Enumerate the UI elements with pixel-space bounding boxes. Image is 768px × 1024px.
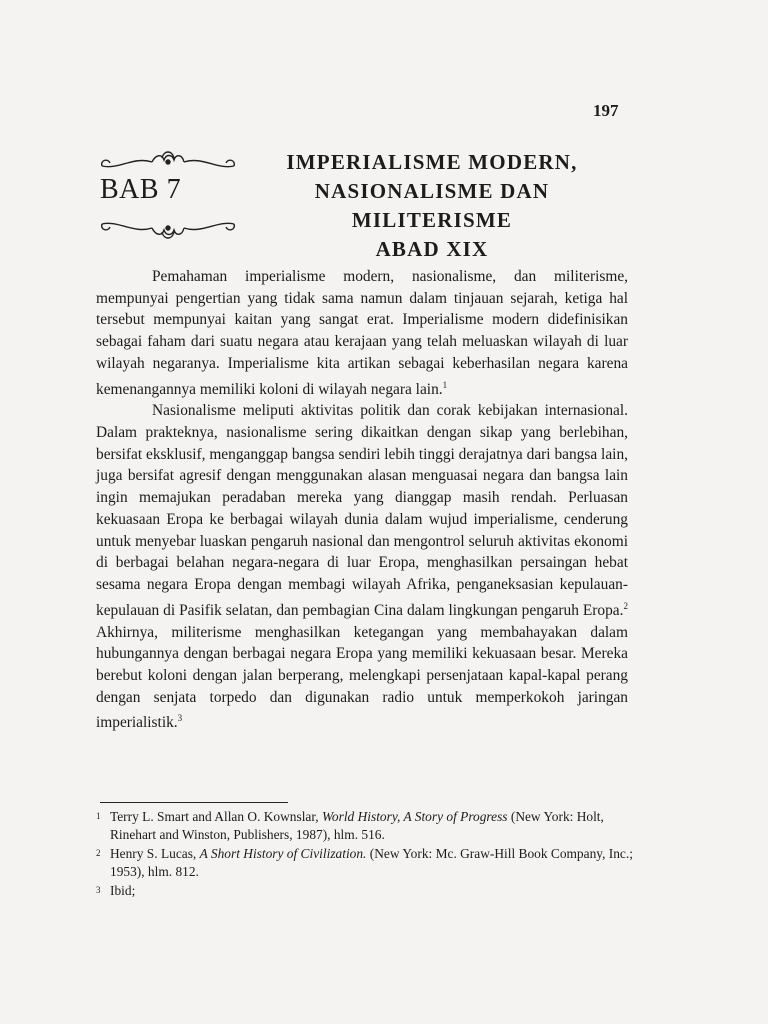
footnote (96, 845, 636, 880)
scroll-ornament-icon (98, 214, 238, 240)
paragraph (96, 400, 628, 734)
footnote-author: Ibid; (110, 883, 136, 898)
scroll-ornament-icon (98, 148, 238, 174)
footnote-text (110, 882, 636, 900)
paragraph-text: Pemahaman imperialisme modern, nasionalisme, dan militerisme, mempunyai pengertian yang tidak sama namun dalam tinjauan sejarah, ketiga hal tersebut mempunyai kaitan yang sangat erat. Imperialisme modern didefinisikan sebagai faham dari suatu negara atau kerajaan yang telah meluaskan wilayah di luar wilayah negaranya. Imperialisme kita artikan sebagai keberhasilan negara karena kemenangannya memiliki koloni di wilayah negara lain. (96, 268, 628, 398)
chapter-number: BAB 7 (100, 174, 182, 205)
footnote-author: Henry S. Lucas, (110, 846, 200, 861)
footnote-mark: 1 (96, 811, 101, 821)
paragraph-text: Nasionalisme meliputi aktivitas politik dan corak kebijakan internasional. Dalam prakteknya, nasionalisme sering dikaitkan dengan sikap yang berlebihan, bersifat eksklusif, menganggap bangsa sendiri lebih tinggi derajatnya dari bangsa lain, juga bersifat agresif dengan menggunakan alasan menguasai negara dan bangsa lain ingin memajukan peradaban mereka yang dianggap masih rendah. Perluasan kekuasaan Eropa ke berbagai wilayah dunia dalam wujud imperialisme, cenderung untuk menyebar luaskan pengaruh nasional dan mengontrol seluruh aktivitas ekonomi di berbagai belahan negara-negara di luar Eropa, menghasilkan persaingan hebat sesama negara Eropa dengan membagi wilayah Afrika, penganeksasian kepulauan-kepulauan di Pasifik selatan, dan pembagian Cina dalam lingkungan pengaruh Eropa. (96, 402, 628, 619)
footnote (96, 808, 636, 843)
chapter-label-block (86, 148, 256, 243)
footnotes (96, 808, 636, 902)
footnote-mark: 3 (96, 885, 101, 895)
paragraph-text: Akhirnya, militerisme menghasilkan ketegangan yang membahayakan dalam hubungannya dengan berbagai negara Eropa yang memiliki kekuasaan besar. Mereka berebut koloni dengan jalan berperang, melengkapi persenjataan kapal-kapal perang dengan senjata torpedo dan digunakan radio untuk memperkokoh jaringan imperialistik. (96, 623, 628, 732)
footnote-publication: (New York: Mc. Graw-Hill Book Company, Inc.; 1953), hlm. 812. (110, 846, 633, 879)
footnote-book-title: World History, A Story of Progress (322, 809, 508, 824)
footnote-divider (100, 802, 288, 803)
footnote-reference: 1 (442, 379, 448, 390)
chapter-title-line: MILITERISME (351, 208, 513, 232)
footnote-mark: 2 (96, 848, 101, 858)
chapter-title-line: ABAD XIX (375, 237, 489, 261)
body-text (96, 266, 628, 734)
footnote (96, 882, 636, 900)
footnote-text (110, 845, 636, 880)
page-number: 197 (593, 101, 619, 120)
footnote-author: Terry L. Smart and Allan O. Kownslar, (110, 809, 322, 824)
chapter-title-line: IMPERIALISME MODERN, (286, 150, 578, 174)
chapter-title-line: NASIONALISME DAN (314, 179, 550, 203)
footnote-publication: (New York: Holt, Rinehart and Winston, Publishers, 1987), hlm. 516. (110, 809, 604, 842)
footnote-reference: 3 (177, 713, 183, 724)
paragraph (96, 266, 628, 400)
footnote-book-title: A Short History of Civilization. (199, 846, 367, 861)
footnote-reference: 2 (623, 600, 628, 611)
chapter-title (262, 148, 602, 264)
footnote-text (110, 808, 636, 843)
